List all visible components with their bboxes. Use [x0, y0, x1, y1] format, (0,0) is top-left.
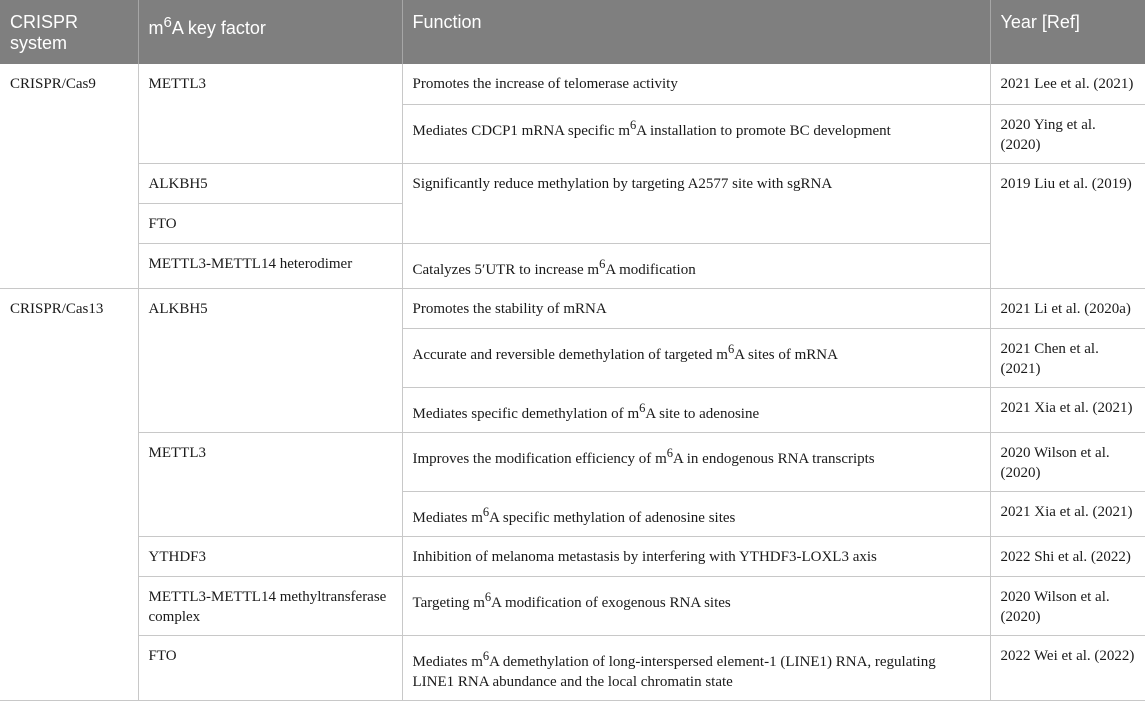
function-cell: Promotes the stability of mRNA — [402, 288, 990, 328]
superscript-6: 6 — [599, 256, 606, 271]
ref-cell: 2021 Xia et al. (2021) — [990, 491, 1145, 536]
ref-cell: 2022 Shi et al. (2022) — [990, 536, 1145, 576]
ref-cell: 2019 Liu et al. (2019) — [990, 163, 1145, 288]
function-cell: Inhibition of melanoma metastasis by interfering with YTHDF3-LOXL3 axis — [402, 536, 990, 576]
superscript-6: 6 — [630, 117, 637, 132]
ref-cell: 2020 Wilson et al. (2020) — [990, 576, 1145, 635]
table-row — [0, 635, 1145, 700]
factor-cell: ALKBH5 — [138, 288, 402, 432]
function-cell: Mediates specific demethylation of $m^6A$ site to adenosine — [402, 387, 990, 432]
function-cell: Mediates CDCP1 mRNA specific $m^6A$ installation to promote BC development — [402, 104, 990, 163]
header-year: Year [Ref] — [990, 0, 1145, 64]
factor-cell: FTO — [138, 635, 402, 700]
superscript-6: 6 — [484, 589, 492, 604]
system-cell: CRISPR/Cas13 — [0, 288, 138, 700]
table-row — [0, 243, 1145, 288]
superscript-6: 6 — [727, 341, 735, 356]
header-factor-sup: 6 — [163, 14, 172, 31]
factor-cell: YTHDF3 — [138, 536, 402, 576]
header-system: CRISPR system — [0, 0, 138, 64]
table-row — [0, 64, 1145, 104]
function-cell: Significantly reduce methylation by targeting A2577 site with sgRNA — [402, 163, 990, 243]
factor-cell: FTO — [138, 203, 402, 243]
header-row — [0, 0, 1145, 64]
superscript-6: 6 — [639, 400, 646, 415]
table-row — [0, 432, 1145, 491]
ref-cell: 2021 Chen et al. (2021) — [990, 328, 1145, 387]
function-cell: Mediates $m^6A$ specific methylation of adenosine sites — [402, 491, 990, 536]
ref-cell: 2021 Li et al. (2020a) — [990, 288, 1145, 328]
ref-cell: 2020 Wilson et al. (2020) — [990, 432, 1145, 491]
ref-cell: 2020 Ying et al. (2020) — [990, 104, 1145, 163]
table-body — [0, 64, 1145, 700]
factor-cell: METTL3-METTL14 heterodimer — [138, 243, 402, 288]
table-row — [0, 576, 1145, 635]
factor-cell: METTL3 — [138, 64, 402, 163]
ref-cell: 2021 Xia et al. (2021) — [990, 387, 1145, 432]
table-header — [0, 0, 1145, 64]
function-cell: Mediates $m^6A$ demethylation of long-interspersed element-1 (LINE1) RNA, regulating LINE1 RNA abundance and the local chromatin state — [402, 635, 990, 700]
superscript-6: 6 — [482, 648, 490, 663]
ref-cell: 2021 Lee et al. (2021) — [990, 64, 1145, 104]
factor-cell: METTL3 — [138, 432, 402, 536]
header-function: Function — [402, 0, 990, 64]
table-row — [0, 288, 1145, 328]
header-factor — [138, 0, 402, 64]
factor-cell: ALKBH5 — [138, 163, 402, 203]
system-cell: CRISPR/Cas9 — [0, 64, 138, 288]
table-row — [0, 163, 1145, 203]
header-factor-prefix: m — [148, 18, 164, 38]
function-cell: Catalyzes 5′UTR to increase $m^6A$ modification — [402, 243, 990, 288]
superscript-6: 6 — [666, 445, 673, 460]
function-cell: Improves the modification efficiency of $m^6A$ in endogenous RNA transcripts — [402, 432, 990, 491]
table-row — [0, 536, 1145, 576]
header-factor-suffix: A key factor — [171, 18, 266, 38]
ref-cell: 2022 Wei et al. (2022) — [990, 635, 1145, 700]
function-cell: Promotes the increase of telomerase activity — [402, 64, 990, 104]
superscript-6: 6 — [482, 504, 490, 519]
function-cell: Targeting $m^6A$ modification of exogenous RNA sites — [402, 576, 990, 635]
factor-cell: METTL3-METTL14 methyltransferase complex — [138, 576, 402, 635]
function-cell: Accurate and reversible demethylation of targeted $m^6A$ sites of mRNA — [402, 328, 990, 387]
